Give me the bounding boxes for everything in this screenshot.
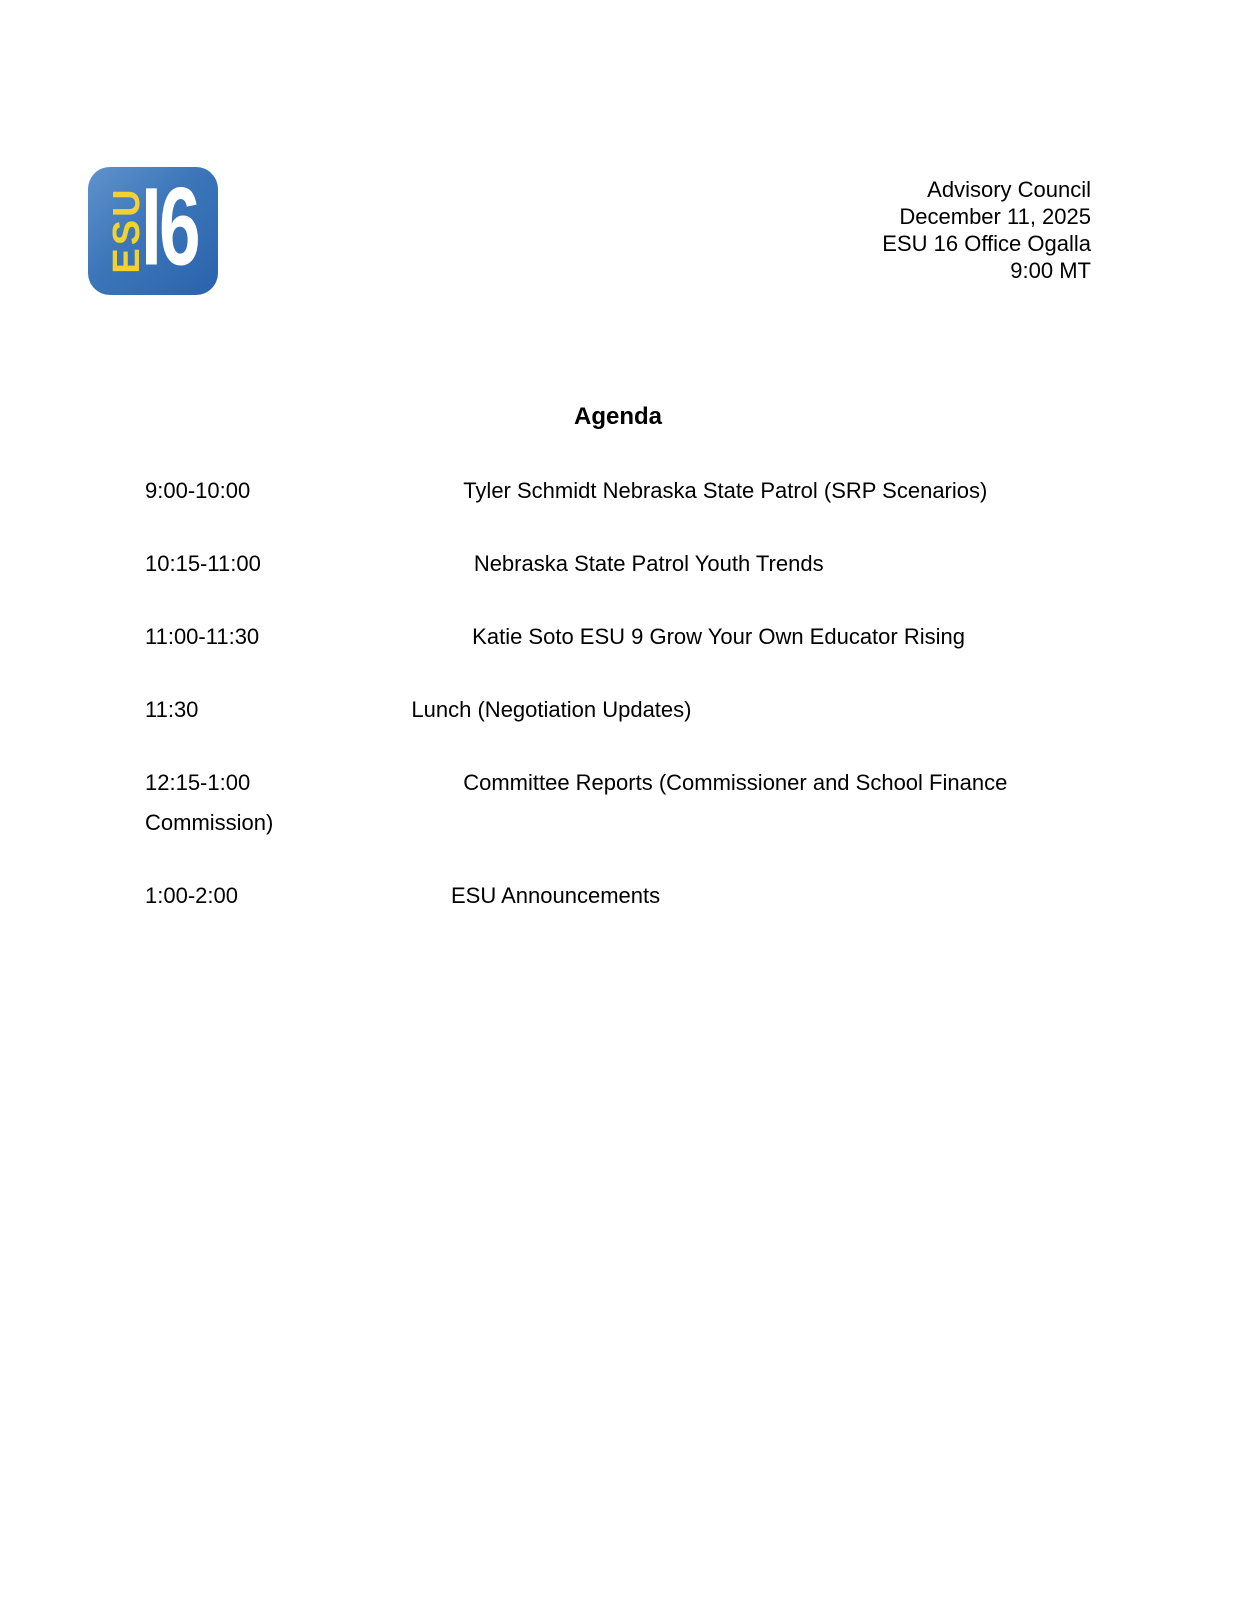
agenda-item-5-description: Committee Reports (Commissioner and School Finance Commission)	[145, 770, 1008, 835]
meeting-date: December 11, 2025	[899, 204, 1091, 229]
agenda-item-4-description: Lunch (Negotiation Updates)	[411, 697, 692, 722]
meeting-title: Advisory Council	[927, 177, 1091, 202]
agenda-heading: Agenda	[573, 403, 662, 430]
tab-spacer	[238, 902, 451, 903]
agenda-item-5	[145, 763, 1091, 843]
agenda-item-1	[145, 471, 1091, 511]
tab-spacer	[250, 497, 463, 498]
agenda-item-4-time: 11:30	[145, 697, 199, 722]
agenda-item-6-time: 1:00-2:00	[145, 883, 238, 908]
agenda-item-2	[145, 544, 1091, 584]
agenda-item-1-description: Tyler Schmidt Nebraska State Patrol (SRP Scenarios)	[463, 478, 988, 503]
esu16-logo	[88, 167, 218, 295]
meeting-location: ESU 16 Office Ogalla	[882, 231, 1091, 256]
agenda-item-2-description: Nebraska State Patrol Youth Trends	[473, 551, 824, 576]
agenda-item-3	[145, 617, 1091, 657]
tab-spacer	[250, 789, 463, 790]
agenda-item-6	[145, 876, 1091, 916]
meeting-info-block	[882, 176, 1091, 284]
agenda-item-5-time: 12:15-1:00	[145, 770, 251, 795]
agenda-item-1-time: 9:00-10:00	[145, 478, 251, 503]
tab-spacer	[261, 570, 474, 571]
meeting-time: 9:00 MT	[1010, 258, 1091, 283]
tab-spacer	[198, 716, 411, 717]
agenda-content	[145, 402, 1091, 949]
logo-number-16: I6	[141, 165, 198, 289]
tab-spacer	[259, 643, 472, 644]
agenda-item-4	[145, 690, 1091, 730]
agenda-item-3-time: 11:00-11:30	[145, 624, 260, 649]
agenda-item-2-time: 10:15-11:00	[145, 551, 261, 576]
logo-esu-vertical-text: ESU	[106, 186, 148, 274]
agenda-item-6-description: ESU Announcements	[450, 883, 661, 908]
agenda-item-3-description: Katie Soto ESU 9 Grow Your Own Educator Rising	[472, 624, 965, 649]
